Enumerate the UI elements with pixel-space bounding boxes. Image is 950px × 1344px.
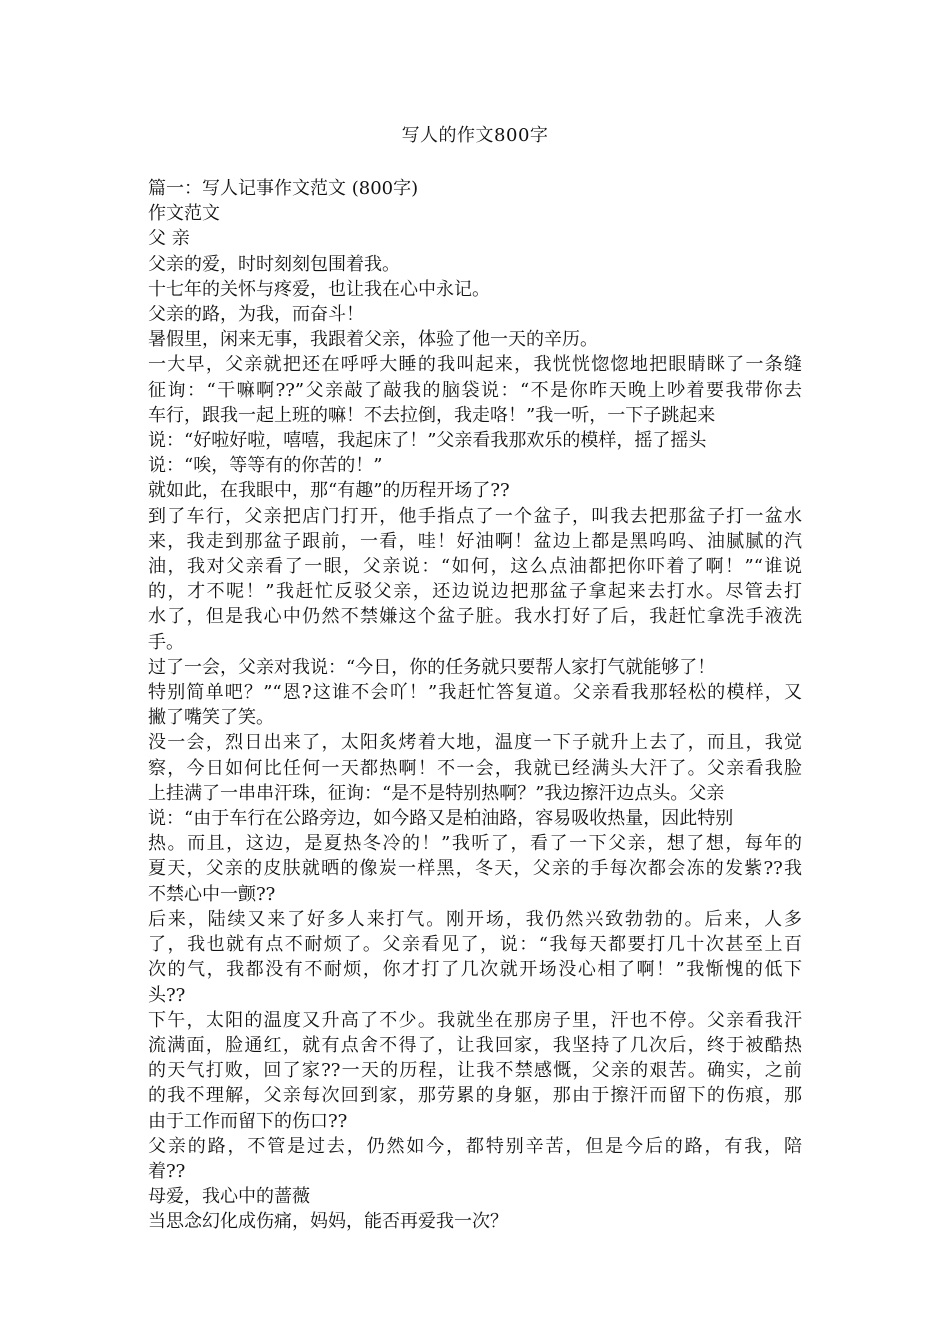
text-line: 父 亲	[148, 228, 190, 250]
text-line: 特别简单吧？”“恩?这谁不会吖！”我赶忙答复道。父亲看我那轻松的模样，又	[148, 682, 802, 704]
text-line: 水了，但是我心中仍然不禁嫌这个盆子脏。我水打好了后，我赶忙拿洗手液洗	[148, 606, 802, 628]
text-line: 的天气打败，回了家??一天的历程，让我不禁感慨，父亲的艰苦。确实，之前	[148, 1060, 802, 1082]
text-line: 说：“唉，等等有的你苦的！”	[148, 455, 383, 477]
document-title: 写人的作文800字	[401, 125, 549, 146]
text-line: 油，我对父亲看了一眼，父亲说：“如何，这么点油都把你吓着了啊！”“谁说	[148, 556, 802, 578]
text-line: 暑假里，闲来无事，我跟着父亲，体验了他一天的辛历。	[148, 329, 598, 351]
text-line: 手。	[148, 631, 184, 653]
text-line: 篇一：写人记事作文范文 (800字)	[148, 178, 419, 199]
text-line: 热。而且，这边，是夏热冬冷的！”我听了，看了一下父亲，想了想，每年的	[148, 833, 802, 855]
text-line: 母爱，我心中的蔷薇	[148, 1186, 310, 1208]
text-line: 后来，陆续又来了好多人来打气。刚开场，我仍然兴致勃勃的。后来，人多	[148, 908, 802, 930]
text-line: 下午，太阳的温度又升高了不少。我就坐在那房子里，汗也不停。父亲看我汗	[148, 1009, 802, 1031]
text-line: 十七年的关怀与疼爱，也让我在心中永记。	[148, 278, 490, 300]
text-line: 父亲的路，不管是过去，仍然如今，都特别辛苦，但是今后的路，有我，陪	[148, 1135, 802, 1157]
text-line: 车行，跟我一起上班的嘛！不去拉倒，我走咯！”我一听，一下子跳起来	[148, 404, 716, 426]
text-line: 不禁心中一颤??	[148, 883, 276, 905]
text-line: 流满面，脸通红，就有点舍不得了，让我回家，我坚持了几次后，终于被酷热	[148, 1034, 802, 1056]
text-line: 征询：“干嘛啊??”父亲敲了敲我的脑袋说：“不是你昨天晚上吵着要我带你去	[148, 379, 802, 401]
text-line: 的，才不呢！”我赶忙反驳父亲，还边说边把那盆子拿起来去打水。尽管去打	[148, 581, 802, 603]
text-line: 没一会，烈日出来了，太阳炙烤着大地，温度一下子就升上去了，而且，我觉	[148, 732, 802, 754]
document-body	[148, 176, 802, 1235]
text-line: 次的气，我都没有不耐烦，你才打了几次就开场没心相了啊！”我惭愧的低下	[148, 959, 802, 981]
text-line: 父亲的爱，时时刻刻包围着我。	[148, 253, 400, 275]
text-line: 作文范文	[148, 203, 220, 225]
text-line: 上挂满了一串串汗珠，征询：“是不是特别热啊？”我边擦汗边点头。父亲	[148, 782, 725, 804]
text-line: 着??	[148, 1160, 186, 1182]
text-line: 当思念幻化成伤痛，妈妈，能否再爱我一次？	[148, 1211, 508, 1233]
text-line: 一大早，父亲就把还在呼呼大睡的我叫起来，我恍恍惚惚地把眼睛眯了一条缝	[148, 354, 802, 376]
text-line: 过了一会，父亲对我说：“今日，你的任务就只要帮人家打气就能够了！	[148, 656, 716, 678]
text-line: 撇了嘴笑了笑。	[148, 707, 274, 729]
text-line: 了，我也就有点不耐烦了。父亲看见了，说：“我每天都要打几十次甚至上百	[148, 934, 802, 956]
text-line: 来，我走到那盆子跟前，一看，哇！好油啊！盆边上都是黑呜呜、油腻腻的汽	[148, 530, 802, 552]
text-line: 的我不理解，父亲每次回到家，那劳累的身躯，那由于擦汗而留下的伤痕，那	[148, 1085, 802, 1107]
text-line: 就如此，在我眼中，那“有趣”的历程开场了??	[148, 480, 510, 502]
text-line: 说：“好啦好啦，嘻嘻，我起床了！”父亲看我那欢乐的模样，摇了摇头	[148, 430, 707, 452]
text-line: 到了车行，父亲把店门打开，他手指点了一个盆子，叫我去把那盆子打一盆水	[148, 505, 802, 527]
text-line: 头??	[148, 984, 186, 1006]
text-line: 父亲的路，为我，而奋斗！	[148, 304, 364, 326]
text-line: 说：“由于车行在公路旁边，如今路又是柏油路，容易吸收热量，因此特别	[148, 808, 734, 830]
text-line: 由于工作而留下的伤口??	[148, 1110, 348, 1132]
text-line: 察，今日如何比任何一天都热啊！不一会，我就已经满头大汗了。父亲看我脸	[148, 757, 802, 779]
text-line: 夏天，父亲的皮肤就晒的像炭一样黑，冬天，父亲的手每次都会冻的发紫??我	[148, 858, 802, 880]
